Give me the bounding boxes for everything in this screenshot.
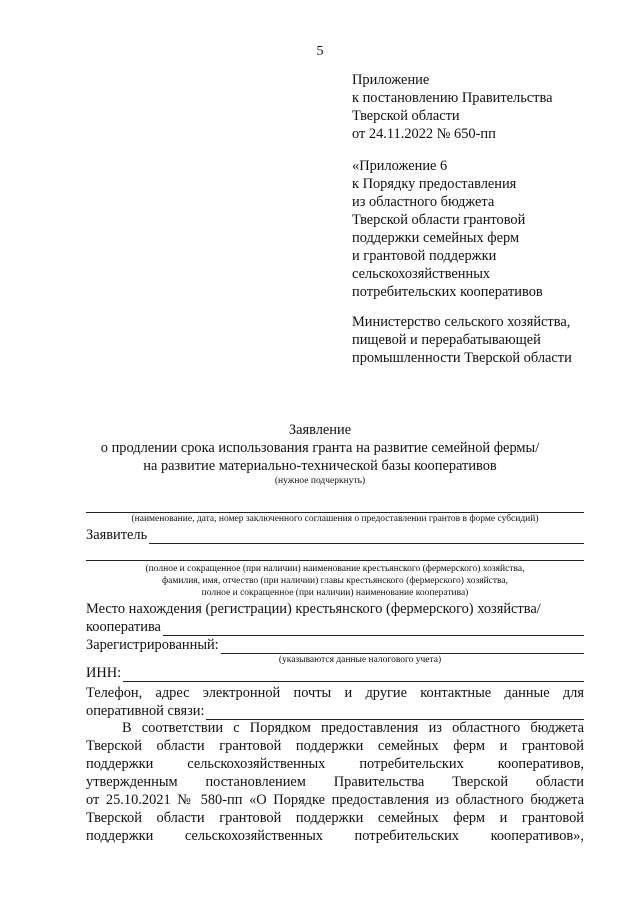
ministry-block	[352, 313, 632, 367]
contacts-label: Телефон, адрес электронной почты и другие контактные данные для	[86, 685, 584, 701]
applicant-note: фамилия, имя, отчество (при наличии) главы крестьянского (фермерского) хозяйства,	[161, 576, 508, 586]
applicant-note: полное и сокращенное (при наличии) наименование кооператива)	[201, 588, 469, 598]
statement-title: Заявление	[288, 422, 352, 438]
ministry-line: Министерство сельского хозяйства,	[352, 314, 571, 330]
location-label-2: кооператива	[86, 619, 161, 635]
appendix-line: к постановлению Правительства	[352, 90, 553, 106]
inn-field	[86, 664, 584, 682]
contacts-row	[86, 702, 584, 720]
body-line: Тверской области грантовой поддержки семейных ферм и грантовой	[86, 738, 584, 754]
inn-label: ИНН:	[86, 665, 122, 681]
appendix6-line: потребительских кооперативов	[352, 284, 543, 300]
registered-field	[86, 636, 584, 666]
registered-label: Зарегистрированный:	[86, 637, 219, 653]
body-paragraph	[86, 719, 584, 845]
appendix6-line: «Приложение 6	[352, 158, 448, 174]
contacts-label-2: оперативной связи:	[86, 703, 205, 719]
appendix6-line: сельскохозяйственных	[352, 266, 491, 282]
applicant-input-line[interactable]	[149, 529, 584, 544]
appendix6-line: Тверской области грантовой	[352, 212, 526, 228]
appendix-line: Приложение	[352, 72, 430, 88]
appendix6-line: и грантовой поддержки	[352, 248, 497, 264]
agreement-field	[86, 496, 584, 525]
appendix-line: от 24.11.2022 № 650-пп	[352, 126, 496, 142]
location-row	[86, 618, 584, 636]
body-line: утвержденным постановлением Правительства Тверской области	[86, 774, 584, 790]
inn-input-line[interactable]	[123, 667, 584, 682]
statement-subtitle-line: о продлении срока использования гранта на развитие семейной фермы/	[100, 440, 540, 456]
appendix6-line: поддержки семейных ферм	[352, 230, 520, 246]
body-line: поддержки сельскохозяйственных потребительских кооперативов»,	[86, 828, 584, 844]
appendix-line: Тверской области	[352, 108, 460, 124]
page-number: 5	[316, 44, 324, 59]
contacts-field	[86, 684, 584, 720]
registered-input-line[interactable]	[221, 639, 584, 654]
location-field	[86, 600, 584, 636]
ministry-line: промышленности Тверской области	[352, 350, 572, 366]
inn-row	[86, 664, 584, 682]
ministry-line: пищевой и перерабатывающей	[352, 332, 541, 348]
statement-hint: (нужное подчеркнуть)	[274, 476, 366, 486]
location-label: Место нахождения (регистрации) крестьянского (фермерского) хозяйства/	[86, 601, 541, 617]
body-line: от 25.10.2021 № 580-пп «О Порядке предоставления из областного бюджета	[86, 792, 584, 808]
statement-subtitle-line: на развитие материально-технической базы кооперативов	[143, 458, 497, 474]
appendix-block	[352, 71, 632, 143]
body-line: В соответствии с Порядком предоставления из областного бюджета	[122, 720, 584, 736]
appendix6-line: к Порядку предоставления	[352, 176, 517, 192]
tax-note: (указываются данные налогового учета)	[278, 655, 442, 665]
appendix6-block	[352, 157, 632, 301]
applicant-label: Заявитель	[86, 527, 148, 543]
body-line: поддержки сельскохозяйственных потребительских кооперативов,	[86, 756, 584, 772]
contacts-input-line[interactable]	[206, 705, 584, 720]
applicant-field	[86, 526, 584, 599]
appendix6-line: из областного бюджета	[352, 194, 495, 210]
registered-row	[86, 636, 584, 654]
applicant-note: (полное и сокращенное (при наличии) наименование крестьянского (фермерского) хозяйства,	[145, 564, 525, 574]
agreement-input-line[interactable]	[86, 496, 584, 513]
agreement-note: (наименование, дата, номер заключенного соглашения о предоставлении грантов в форме субсидий)	[131, 514, 539, 524]
location-input-line[interactable]	[163, 621, 584, 636]
body-line: Тверской области грантовой поддержки семейных ферм и грантовой	[86, 810, 584, 826]
statement-header	[60, 421, 580, 487]
applicant-row	[86, 526, 584, 544]
applicant-input-line-2[interactable]	[86, 544, 584, 561]
